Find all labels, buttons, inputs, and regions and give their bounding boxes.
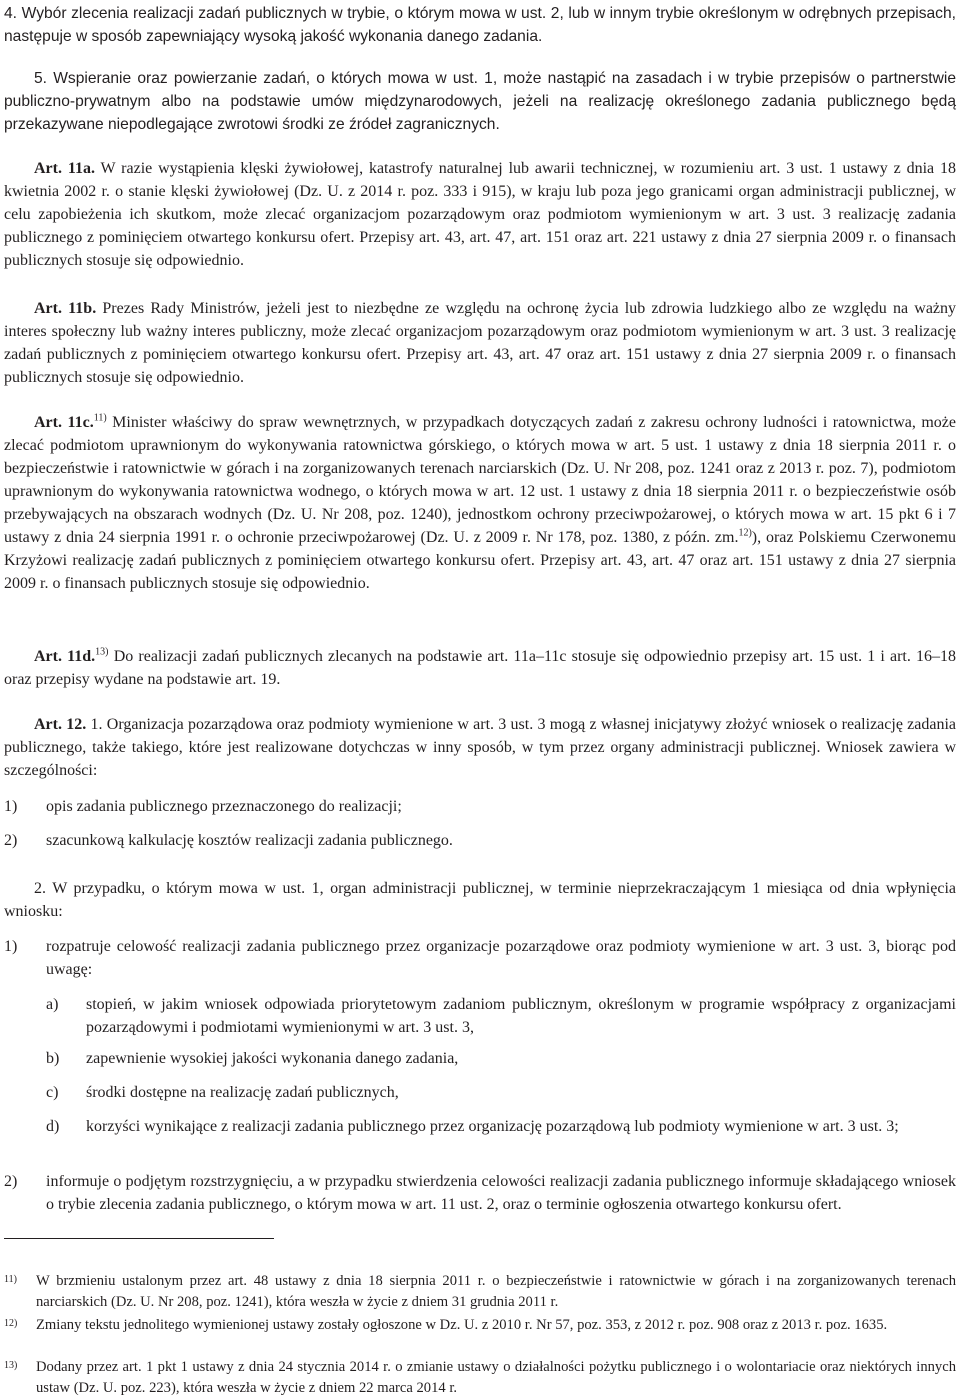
list-text: środki dostępne na realizację zadań publicznych,	[86, 1084, 399, 1101]
paragraph-ust-4: 4. Wybór zlecenia realizacji zadań publicznych w trybie, o którym mowa w ust. 2, lub w innym trybie określonym w odrębnych przepisach, następuje w sposób zapewniający wysoką jakość wykonania danego zadania.	[4, 5, 956, 45]
list-text: informuje o podjętym rozstrzygnięciu, a w przypadku stwierdzenia celowości realizacji zadania publicznego informuje składającego wniosek o trybie zlecenia zadania publicznego, o którym mowa w art. 11 ust. 2, oraz o terminie ogłoszenia otwartego konkursu ofert.	[46, 1173, 956, 1213]
list-item	[4, 935, 956, 981]
article-text: Minister właściwy do spraw wewnętrznych, w przypadkach dotyczących zadań z zakresu ochrony ludności i ratownictwa, może zlecać podmiotom uprawnionym do wykonywania ratownictwa górskiego, o których mowa w art. 5 ust. 1 ustawy z dnia 18 sierpnia 2011 r. o bezpieczeństwie i ratownictwie w górach i na zorganizowanych terenach narciarskich (Dz. U. Nr 208, poz. 1241 oraz z 2013 r. poz. 7), podmiotom uprawnionym do wykonywania ratownictwa wodnego, o których mowa w art. 12 ust. 1 ustawy z dnia 18 sierpnia 2011 r. o bezpieczeństwie osób przebywających na obszarach wodnych (Dz. U. Nr 208, poz. 1240), jednostkom ochrony przeciwpożarowej, o których mowa w art. 15 pkt 6 i 7 ustawy z dnia 24 sierpnia 1991 r. o ochronie przeciwpożarowej (Dz. U. z 2009 r. Nr 178, poz. 1380, z późn. zm.	[4, 414, 957, 546]
article-11b	[4, 297, 956, 389]
paragraph-ust-2: 2. W przypadku, o którym mowa w ust. 1, organ administracji publicznej, w terminie nieprzekraczającym 1 miesiąca od dnia wpłynięcia wniosku:	[4, 880, 956, 920]
article-11d	[4, 645, 956, 691]
list-item	[46, 993, 956, 1039]
list-item	[4, 795, 956, 818]
footnote-text: Dodany przez art. 1 pkt 1 ustawy z dnia 24 stycznia 2014 r. o zmianie ustawy o działalności pożytku publicznego i o wolontariacie oraz niektórych innych ustaw (Dz. U. poz. 223), która weszła w życie z dniem 22 marca 2014 r.	[36, 1359, 956, 1396]
article-heading: Art. 11a.	[34, 160, 95, 177]
footnote-ref: 11)	[93, 412, 107, 424]
footnote-number: 12)	[4, 1318, 18, 1329]
list-text: zapewnienie wysokiej jakości wykonania danego zadania,	[86, 1050, 459, 1067]
list-item	[4, 1170, 956, 1239]
list-text: opis zadania publicznego przeznaczonego do realizacji;	[46, 798, 402, 815]
footnote	[4, 1357, 956, 1399]
list-letter: c)	[46, 1084, 59, 1101]
footnote-number: 13)	[4, 1360, 18, 1371]
article-11c	[4, 411, 956, 595]
list-item	[46, 1115, 956, 1161]
footnote	[4, 1271, 956, 1313]
list-letter: b)	[46, 1050, 60, 1067]
article-11a	[4, 157, 956, 272]
list-text: stopień, w jakim wniosek odpowiada priorytetowym zadaniom publicznym, określonym w programie współpracy z organizacjami pozarządowymi i podmiotami wymienionymi w art. 3 ust. 3,	[86, 996, 956, 1036]
footnote-number: 11)	[4, 1274, 17, 1285]
list-text: korzyści wynikające z realizacji zadania publicznego przez organizację pozarządową lub podmioty wymienione w art. 3 ust. 3;	[86, 1118, 899, 1135]
list-text: rozpatruje celowość realizacji zadania publicznego przez organizacje pozarządowe oraz podmioty wymienione w art. 3 ust. 3, biorąc pod uwagę:	[46, 938, 956, 978]
list-letter: d)	[46, 1118, 60, 1135]
list-number: 2)	[4, 1173, 18, 1190]
article-text: Prezes Rady Ministrów, jeżeli jest to niezbędne ze względu na ochronę życia lub zdrowia ludzkiego albo ze względu na ważny interes społeczny lub ważny interes publiczny, może zlecać organizacjom pozarządowym oraz podmiotom wymienionym w art. 3 ust. 3 realizację zadań publicznych z pominięciem otwartego konkursu ofert. Przepisy art. 43, art. 47 oraz art. 151 ustawy z dnia 27 sierpnia 2009 r. o finansach publicznych stosuje się odpowiednio.	[4, 300, 957, 386]
list-number: 1)	[4, 938, 18, 955]
list-number: 1)	[4, 798, 18, 815]
footnote	[4, 1315, 956, 1357]
article-heading: Art. 11c.	[34, 414, 94, 431]
article-text: W razie wystąpienia klęski żywiołowej, katastrofy naturalnej lub awarii technicznej, w rozumieniu art. 3 ust. 1 ustawy z dnia 18 kwietnia 2002 r. o stanie klęski żywiołowej (Dz. U. z 2014 r. poz. 333 i 915), w kraju lub poza jego granicami organ administracji publicznej, w celu zapobieżenia ich skutkom, może zlecać organizacjom pozarządowym oraz podmiotom wymienionym w art. 3 ust. 3 realizację zadania publicznego z pominięciem otwartego konkursu ofert. Przepisy art. 43, art. 47, art. 151 oraz art. 221 ustawy z dnia 27 sierpnia 2009 r. o finansach publicznych stosuje się odpowiednio.	[4, 160, 956, 269]
footnote-ref: 12)	[738, 527, 752, 539]
article-text: Do realizacji zadań publicznych zlecanych na podstawie art. 11a–11c stosuje się odpowiednio przepisy art. 15 ust. 1 i art. 16–18 oraz przepisy wydane na podstawie art. 19.	[4, 648, 957, 688]
list-number: 2)	[4, 832, 18, 849]
article-heading: Art. 12.	[34, 716, 87, 733]
article-heading: Art. 11d.	[34, 648, 96, 665]
footnote-text: W brzmieniu ustalonym przez art. 48 ustawy z dnia 18 sierpnia 2011 r. o bezpieczeństwie i ratownictwie w górach i na zorganizowanych terenach narciarskich (Dz. U. Nr 208, poz. 1241), która weszła w życie z dniem 31 grudnia 2011 r.	[36, 1273, 956, 1310]
list-text: szacunkową kalkulację kosztów realizacji zadania publicznego.	[46, 832, 453, 849]
article-text: ), oraz Polskiemu Czerwonemu Krzyżowi realizację zadań publicznych z pominięciem otwartego konkursu ofert. Przepisy art. 43, art. 47 oraz art. 151 ustawy z dnia 27 sierpnia 2009 r. o finansach publicznych stosuje się odpowiednio.	[4, 529, 956, 592]
footnote-text: Zmiany tekstu jednolitego wymienionej ustawy zostały ogłoszone w Dz. U. z 2010 r. Nr 57, poz. 353, z 2012 r. poz. 908 oraz z 2013 r. poz. 1635.	[36, 1317, 888, 1333]
list-item	[46, 1081, 956, 1104]
footnote-ref: 13)	[95, 646, 109, 658]
article-12	[4, 713, 956, 782]
list-item	[4, 829, 956, 852]
list-item	[46, 1047, 956, 1070]
paragraph-ust-5: 5. Wspieranie oraz powierzanie zadań, o których mowa w ust. 1, może nastąpić na zasadach i w trybie przepisów o partnerstwie publiczno-prywatnym albo na podstawie umów międzynarodowych, jeżeli na realizację określonego zadania publicznego będą przekazywane niepodlegające zwrotowi środki ze źródeł zagranicznych.	[4, 70, 956, 133]
list-letter: a)	[46, 996, 59, 1013]
footnote-separator	[4, 1238, 274, 1239]
article-text: 1. Organizacja pozarządowa oraz podmioty wymienione w art. 3 ust. 3 mogą z własnej inicjatywy złożyć wniosek o realizację zadania publicznego, także takiego, które jest realizowane dotychczas w inny sposób, w tym przez organy administracji publicznej. Wniosek zawiera w szczególności:	[4, 716, 957, 779]
article-heading: Art. 11b.	[34, 300, 97, 317]
